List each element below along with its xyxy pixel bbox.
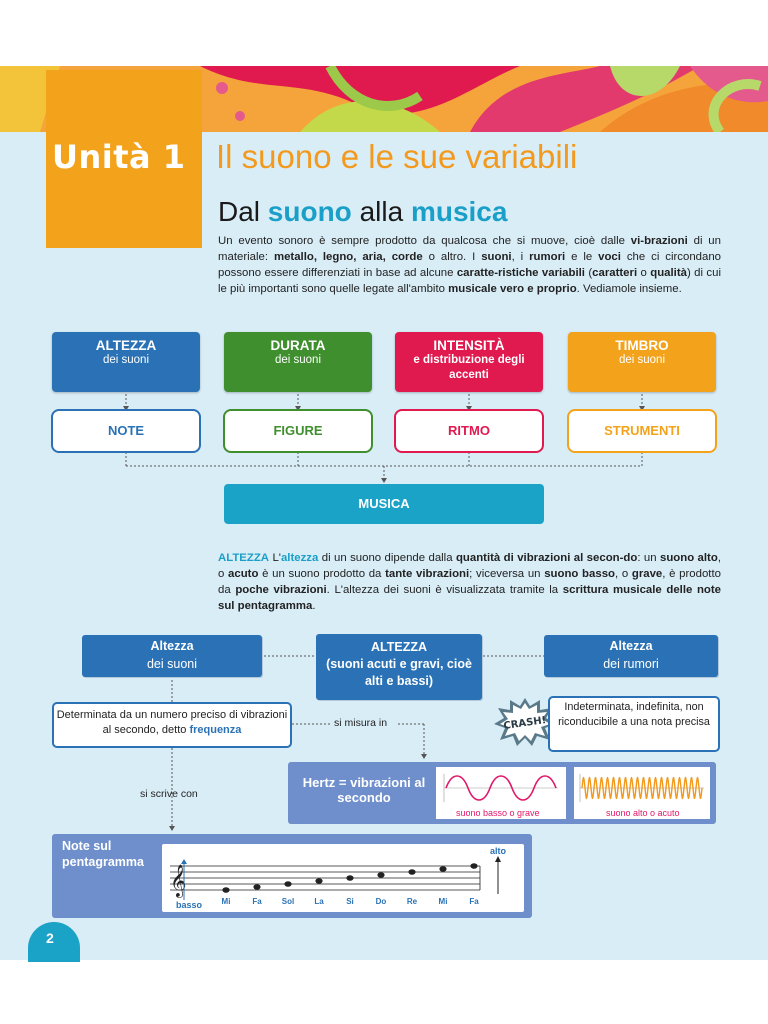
result-note: NOTE [51, 409, 201, 453]
page-number: 2 [46, 930, 54, 946]
category-durata: DURATA dei suoni [224, 332, 372, 392]
hertz-label: Hertz = vibrazioni al secondo [302, 775, 426, 805]
result-ritmo: RITMO [394, 409, 544, 453]
determinata-box: Determinata da un numero preciso di vibrazioni al secondo, detto frequenza [52, 702, 292, 748]
altezza-center-box: ALTEZZA (suoni acuti e gravi, cioè alti e bassi) [316, 634, 482, 700]
staff-alto-label: alto [490, 846, 507, 856]
wave-low-graphic [440, 770, 562, 806]
staff-basso-label: basso [176, 900, 203, 910]
wave-high-graphic [578, 770, 706, 806]
altezza-paragraph: ALTEZZA L'altezza di un suono dipende dalla quantità di vibrazioni al secon-do: un suono alto, o acuto è un suono prodotto da tante vibrazioni; viceversa un suono basso, o grave, è prodotto da poche vibrazioni. L'altezza dei suoni è visualizzata tramite la scrittura musicale delle note sul pentagramma. [218, 552, 722, 612]
music-staff [162, 844, 524, 912]
note-name: Mi [221, 897, 231, 906]
category-timbro: TIMBRO dei suoni [568, 332, 716, 392]
note-name: Fa [252, 897, 262, 906]
note-name: Mi [438, 897, 448, 906]
note-head [222, 887, 229, 893]
note-name: Re [406, 897, 418, 906]
category-altezza: ALTEZZA dei suoni [52, 332, 200, 392]
musica-box: MUSICA [224, 484, 544, 524]
crash-text: CRASH! [502, 715, 547, 732]
note-head [315, 878, 322, 884]
note-name: La [314, 897, 324, 906]
note-head [377, 872, 384, 878]
page-title: Il suono e le sue variabili [216, 138, 578, 175]
unit-label: Unità 1 [52, 138, 186, 176]
wave-high-caption: suono alto o acuto [606, 808, 680, 818]
section-title: Dal suono alla musica [218, 196, 508, 227]
wave-low-caption: suono basso o grave [456, 808, 540, 818]
intro-paragraph: Un evento sonoro è sempre prodotto da qualcosa che si muove, cioè dalle vi-brazioni di un materiale: metallo, legno, aria, corde o altro. I suoni, i rumori e le voci che ci circondano possono essere differenziati in base ad alcune caratte-ristiche variabili (caratteri o qualità) di cui le più importanti sono quelle legate all'ambito musicale vero e proprio. Vediamole insieme. [218, 235, 721, 295]
note-head [346, 875, 353, 881]
note-head [253, 884, 260, 890]
note-name: Fa [469, 897, 479, 906]
indeterminata-box: Indeterminata, indefinita, non riconducibile a una nota precisa [548, 696, 720, 752]
staff-label: Note sul pentagramma [62, 839, 144, 869]
note-name: Si [346, 897, 354, 906]
note-head [408, 869, 415, 875]
si-misura-label: si misura in [334, 717, 388, 729]
note-head [439, 866, 446, 872]
category-intensita: INTENSITÀ e distribuzione degli accenti [395, 332, 543, 392]
note-name: Sol [281, 897, 295, 906]
treble-clef-icon: 𝄞 [170, 864, 187, 897]
note-head [284, 881, 291, 887]
result-strumenti: STRUMENTI [567, 409, 717, 453]
altezza-rumori-box: Altezza dei rumori [544, 635, 718, 677]
note-name: Do [375, 897, 387, 906]
note-head [470, 863, 477, 869]
si-scrive-label: si scrive con [140, 788, 198, 800]
result-figure: FIGURE [223, 409, 373, 453]
altezza-suoni-box: Altezza dei suoni [82, 635, 262, 677]
